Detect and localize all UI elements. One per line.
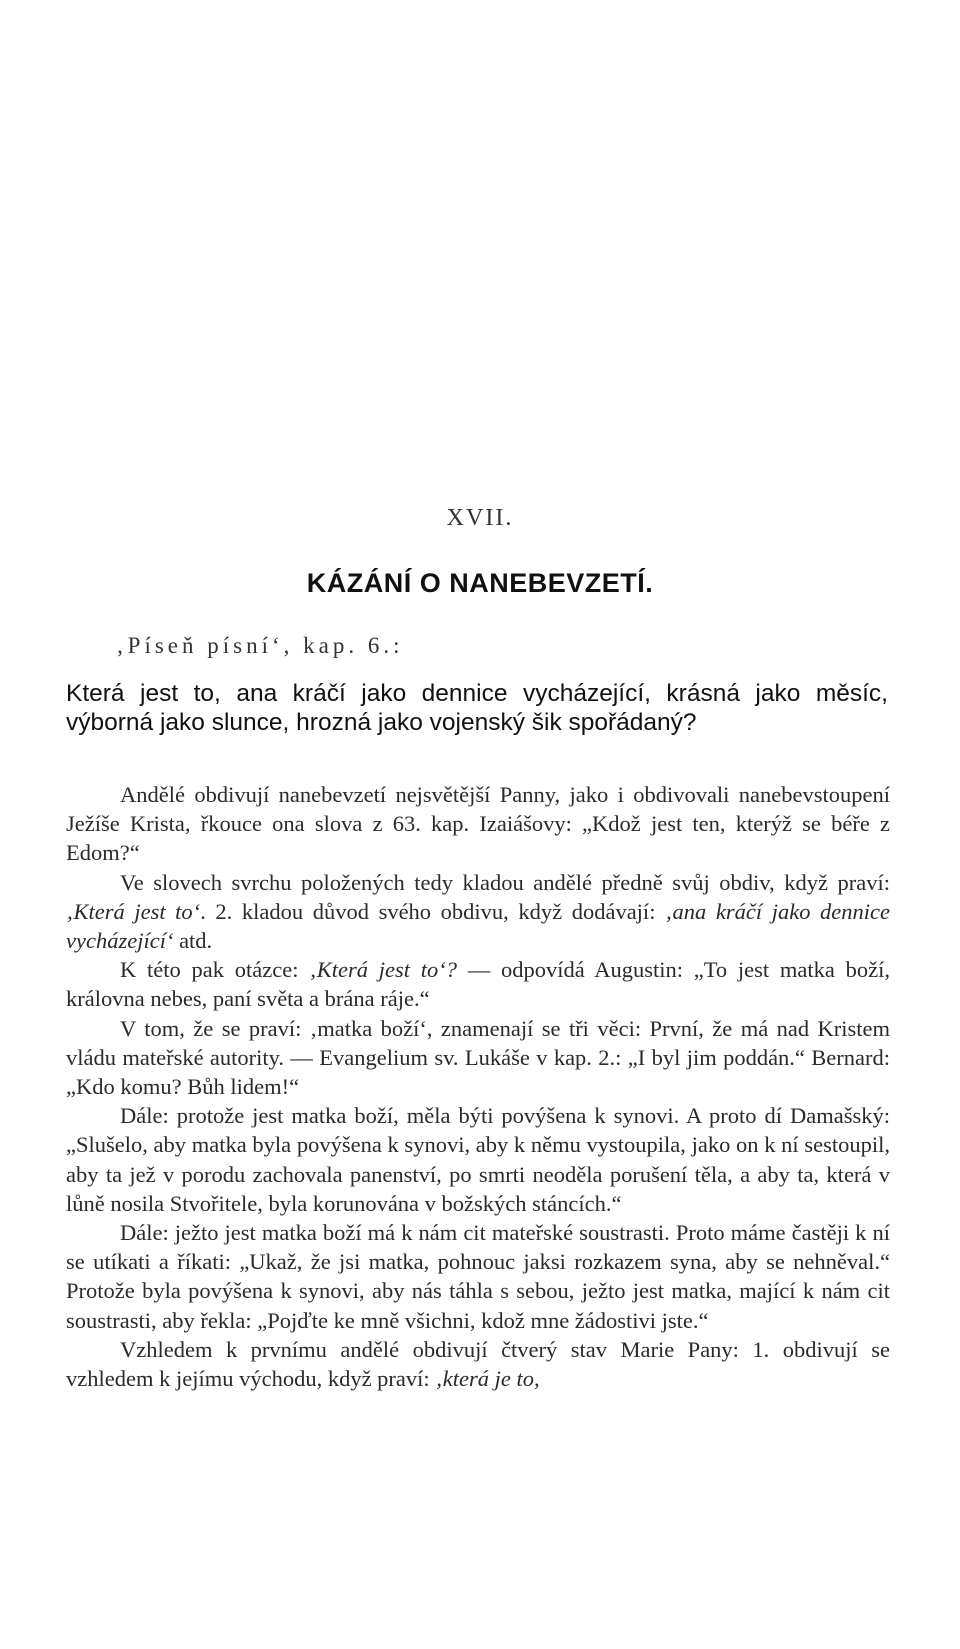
paragraph-text: V tom, že se praví: ‚matka boží‘, znamenají se tři věci: První, že má nad Kristem vládu mateřské autority. — Evangelium sv. Lukáše v kap. 2.: „I byl jim poddán.“ Bernard: „Kdo komu? Bůh lidem!“ [66, 1015, 890, 1100]
paragraph-text: — odpovídá Augustin: „To jest matka boží, královna nebes, paní světa a brána ráje.“ [66, 957, 890, 1012]
paragraph [66, 780, 890, 868]
paragraph-text: . 2. kladou důvod svého obdivu, když dodávají: [200, 898, 666, 924]
quoted-phrase: ‚která je to, [435, 1366, 540, 1392]
motto-verse: Která jest to, ana kráčí jako dennice vycházející, krásná jako měsíc, výborná jako slunce, hrozná jako vojenský šik spořádaný? [66, 680, 888, 736]
quoted-phrase: ‚Která jest to‘? [309, 957, 457, 983]
paragraph-text: Andělé obdivují nanebevzetí nejsvětější Panny, jako i obdivovali nanebevstoupení Ježíše Krista, řkouce ona slova z 63. kap. Izaiášovy: „Kdož jest ten, kterýž se béře z Edom?“ [66, 782, 890, 866]
chapter-title: KÁZÁNÍ O NANEBEVZETÍ. [306, 568, 654, 598]
paragraph-text: Dále: protože jest matka boží, měla býti povýšena k synovi. A proto dí Damašský: „Slušelo, aby matka byla povýšena k synovi, aby k němu vystoupila, jako on k ní sestoupil, aby ta jež v porodu zachovala panenství, po smrti neoděla porušení těla, a aby ta, která v lůně nosila Stvořitele, byla korunována v božských stáncích.“ [66, 1103, 890, 1216]
paragraph-text: Ve slovech svrchu položených tedy kladou andělé předně svůj obdiv, když praví: [120, 869, 890, 895]
quoted-phrase: ‚Která jest to‘ [66, 898, 201, 924]
quoted-phrase: ‚ana kráčí jako dennice vycházející‘ [66, 898, 891, 954]
paragraph [66, 1101, 890, 1218]
paragraph-text: K této pak otázce: [120, 957, 310, 983]
paragraph [66, 868, 890, 956]
sermon-body [66, 780, 890, 1393]
paragraph-text: Vzhledem k prvnímu andělé obdivují čtverý stav Marie Pany: 1. obdivují se vzhledem k jejímu východu, když praví: [66, 1336, 890, 1392]
paragraph [66, 1218, 890, 1335]
paragraph-text: atd. [173, 928, 213, 954]
paragraph [66, 1335, 890, 1393]
paragraph [66, 955, 890, 1013]
paragraph-text: Dále: ježto jest matka boží má k nám cit mateřské soustrasti. Proto máme častěji k ní se utíkati a říkati: „Ukaž, že jsi matka, pohnouc jaksi rozkazem syna, aby se nehněval.“ Protože byla povýšena k synovi, aby nás táhla s sebou, ježto jest matka, mající k nám cit soustrasti, aby řekla: „Pojďte ke mně všichni, kdož mne žádostivi jste.“ [66, 1220, 890, 1333]
source-reference: ‚Píseň písní‘, kap. 6.: [116, 633, 404, 658]
paragraph [66, 1014, 890, 1102]
chapter-number: XVII. [446, 505, 514, 531]
